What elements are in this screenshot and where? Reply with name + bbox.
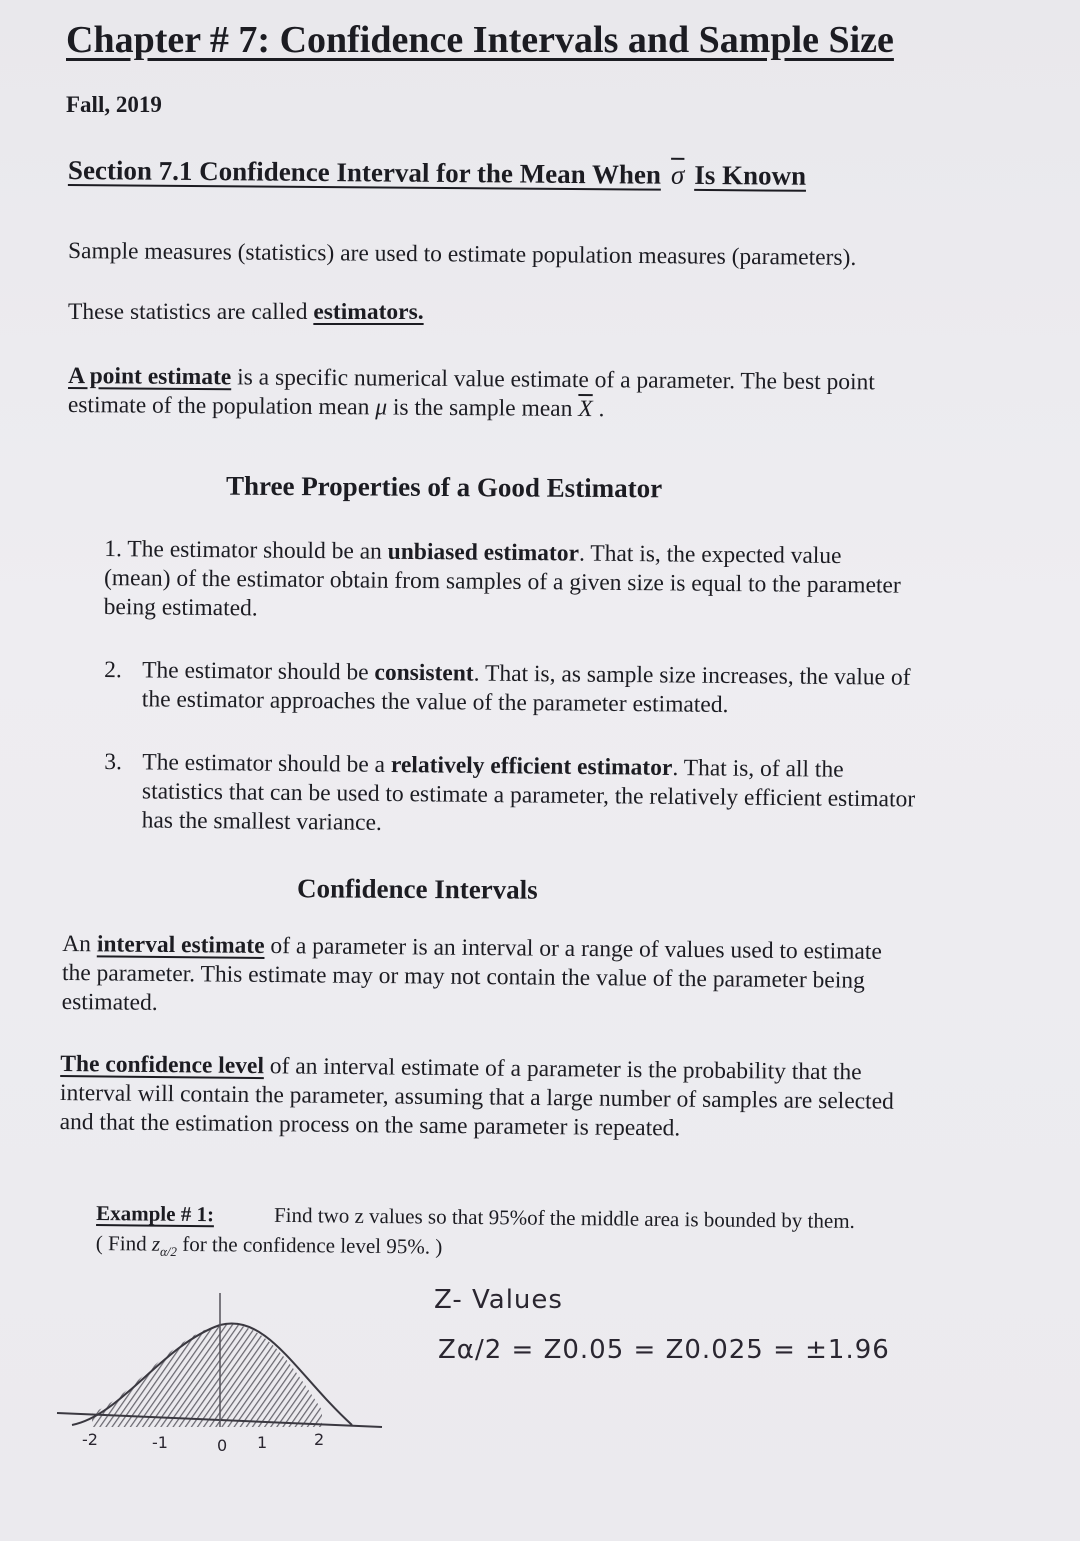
tick-label-neg1: -1 xyxy=(152,1433,168,1452)
interval-estimate-term: interval estimate xyxy=(96,931,265,959)
property-item-3 xyxy=(104,748,916,843)
point-estimate-line1: is a specific numerical value estimate of a parameter. The best point xyxy=(231,364,876,396)
chapter-title: Chapter # 7: Confidence Intervals and Sample Size xyxy=(66,19,894,61)
interval-text: An xyxy=(62,931,98,958)
confidence-text: of an interval estimate of a parameter is the probability that the xyxy=(263,1053,862,1086)
mu-symbol: μ xyxy=(375,394,388,421)
paragraph-sample-measures: Sample measures (statistics) are used to estimate population measures (parameters). xyxy=(67,238,857,271)
term-date: Fall, 2019 xyxy=(66,92,162,117)
property-line3: being estimated. xyxy=(103,593,258,622)
z-symbol: z xyxy=(151,1231,161,1256)
section-heading xyxy=(68,155,806,192)
heading-confidence-intervals: Confidence Intervals xyxy=(296,873,538,905)
property-bold-term: consistent xyxy=(374,659,474,687)
property-text: . That is, the expected value xyxy=(578,540,842,570)
point-estimate-line2c: . xyxy=(592,396,605,423)
property-text: . That is, as sample size increases, the value of xyxy=(473,660,911,691)
point-estimate-line2a: estimate of the population mean xyxy=(67,391,376,421)
property-bold-term: unbiased estimator xyxy=(387,538,580,567)
example-line2a: ( Find xyxy=(95,1231,153,1256)
property-bold-term: relatively efficient estimator xyxy=(390,752,673,781)
property-line2: the estimator approaches the value of the parameter estimated. xyxy=(141,686,729,718)
property-item-1 xyxy=(104,535,902,630)
confidence-level-term: The confidence level xyxy=(60,1051,265,1080)
estimators-text: These statistics are called xyxy=(68,299,314,325)
handwritten-equation: Zα/2 = Z0.05 = Z0.025 = ±1.96 xyxy=(438,1335,890,1365)
paragraph-interval-estimate xyxy=(62,930,882,1025)
shaded-area xyxy=(92,1324,322,1427)
property-text: The estimator should be xyxy=(142,657,375,686)
property-text: The estimator should be an xyxy=(121,536,388,565)
z-subscript: α/2 xyxy=(159,1243,178,1260)
confidence-line2: interval will contain the parameter, assuming that a large number of samples are selected xyxy=(59,1080,894,1115)
property-text: . That is, of all the xyxy=(672,754,844,783)
xbar-symbol: $\overline{X}$ xyxy=(578,396,593,423)
point-estimate-line2b: is the sample mean xyxy=(386,394,579,423)
property-line3: has the smallest variance. xyxy=(141,807,382,836)
sigma-symbol: $\overline{\sigma}$ xyxy=(670,159,685,190)
interval-line2: the parameter. This estimate may or may not contain the value of the parameter being xyxy=(61,960,865,994)
interval-text: of a parameter is an interval or a range of values used to estimate xyxy=(264,932,882,965)
section-prefix: Section 7.1 Confidence Interval for the Mean When xyxy=(67,155,662,190)
example-line2b: for the confidence level 95%. ) xyxy=(176,1231,443,1259)
estimators-term: estimators. xyxy=(313,299,424,325)
property-item-2 xyxy=(104,656,911,722)
handwritten-z-values-label: Z- Values xyxy=(434,1285,563,1315)
interval-line3: estimated. xyxy=(61,988,158,1016)
example-block xyxy=(96,1198,855,1274)
property-text: The estimator should be a xyxy=(142,749,392,779)
section-suffix: Is Known xyxy=(694,159,807,191)
tick-label-neg2: -2 xyxy=(82,1430,98,1449)
point-estimate-term: A point estimate xyxy=(68,363,232,391)
property-line2: (mean) of the estimator obtain from samples of a given size is equal to the parameter xyxy=(103,565,901,599)
example-text: Find two z values so that 95%of the middle area is bounded by them. xyxy=(273,1202,856,1233)
example-label: Example # 1: xyxy=(96,1201,215,1227)
property-line2: statistics that can be used to estimate a parameter, the relatively efficient estimator xyxy=(141,778,916,813)
heading-properties: Three Properties of a Good Estimator xyxy=(225,470,663,504)
paragraph-confidence-level xyxy=(60,1050,895,1146)
normal-curve-sketch xyxy=(52,1285,392,1465)
confidence-line3: and that the estimation process on the same parameter is repeated. xyxy=(59,1108,681,1142)
tick-label-1: 1 xyxy=(257,1433,268,1452)
property-number: 3. xyxy=(104,749,123,776)
tick-label-0: 0 xyxy=(217,1436,228,1455)
paragraph-estimators xyxy=(68,298,424,327)
paragraph-point-estimate xyxy=(68,362,875,426)
property-number: 2. xyxy=(104,657,122,684)
tick-label-2: 2 xyxy=(314,1430,325,1449)
property-number: 1. xyxy=(104,536,123,563)
